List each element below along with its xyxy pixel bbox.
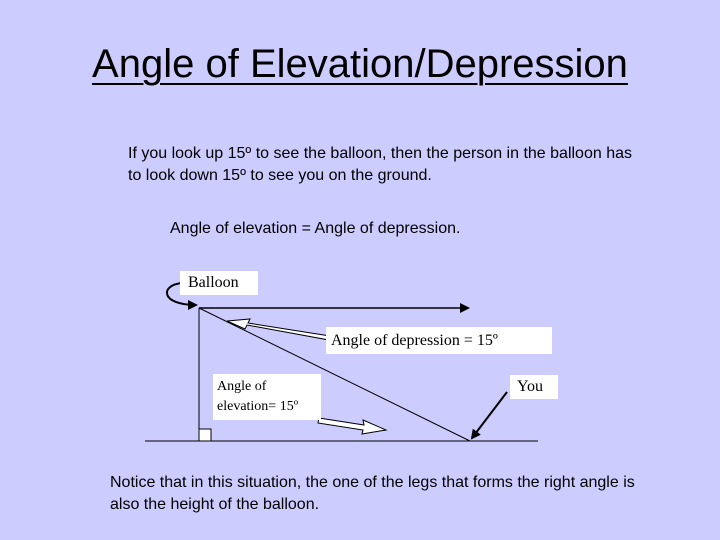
equality-statement: Angle of elevation = Angle of depression. — [170, 220, 461, 237]
you-label: You — [510, 375, 558, 399]
depression-angle-label: Angle of depression = 15º — [326, 327, 552, 354]
elevation-angle-arrow — [318, 418, 386, 434]
elevation-label-line1: Angle of — [217, 379, 267, 394]
elevation-label-line2: elevation= 15º — [217, 399, 299, 414]
balloon-label: Balloon — [180, 271, 258, 295]
slide-title: Angle of Elevation/Depression — [92, 42, 628, 86]
closing-paragraph: Notice that in this situation, the one of the legs that forms the right angle is also the height of the balloon. — [110, 474, 635, 513]
intro-paragraph: If you look up 15º to see the balloon, then the person in the balloon has to look down 15º to see you on the ground. — [128, 145, 632, 184]
elevation-angle-label — [213, 374, 321, 420]
you-pointer-arrow — [472, 392, 507, 438]
right-angle-marker — [199, 429, 211, 441]
